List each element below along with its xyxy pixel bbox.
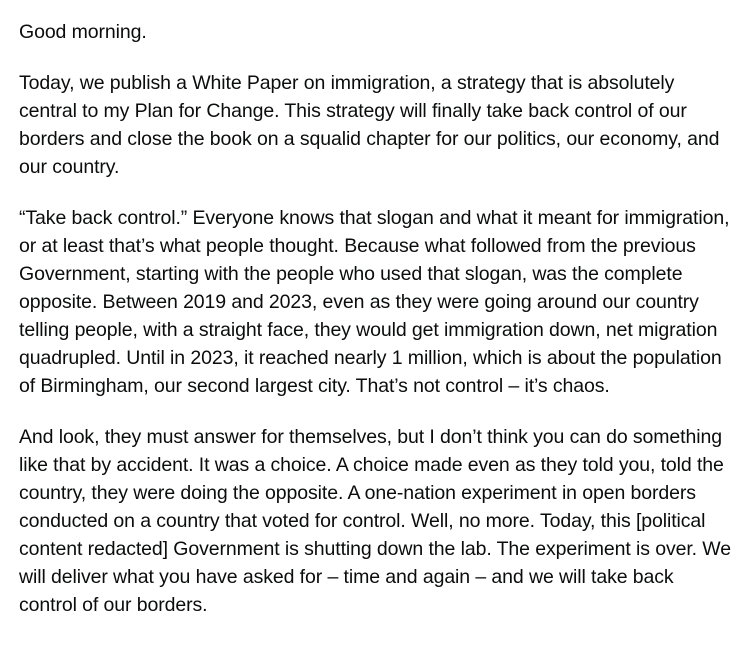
paragraph-choice: And look, they must answer for themselves, but I don’t think you can do something like that by accident. It was a choice. A choice made even as they told you, told the country, they were doing the opposite. A one-nation experiment in open borders conducted on a country that voted for control. Well, no more. Today, this [political content redacted] Government is shutting down the lab. The experiment is over. We will deliver what you have asked for – time and again – and we will take back control of our borders. [19, 426, 731, 616]
paragraph-take-back-control: “Take back control.” Everyone knows that slogan and what it meant for immigration, or at least that’s what people thought. Because what followed from the previous Government, starting with the people who used that slogan, was the complete opposite. Between 2019 and 2023, even as they were going around our country telling people, with a straight face, they would get immigration down, net migration quadrupled. Until in 2023, it reached nearly 1 million, which is about the population of Birmingham, our second largest city. That’s not control – it’s chaos. [19, 207, 730, 397]
paragraph-white-paper: Today, we publish a White Paper on immigration, a strategy that is absolutely central to my Plan for Change. This strategy will finally take back control of our borders and close the book on a squalid chapter for our politics, our economy, and our country. [19, 72, 720, 178]
paragraph-greeting: Good morning. [19, 21, 147, 43]
